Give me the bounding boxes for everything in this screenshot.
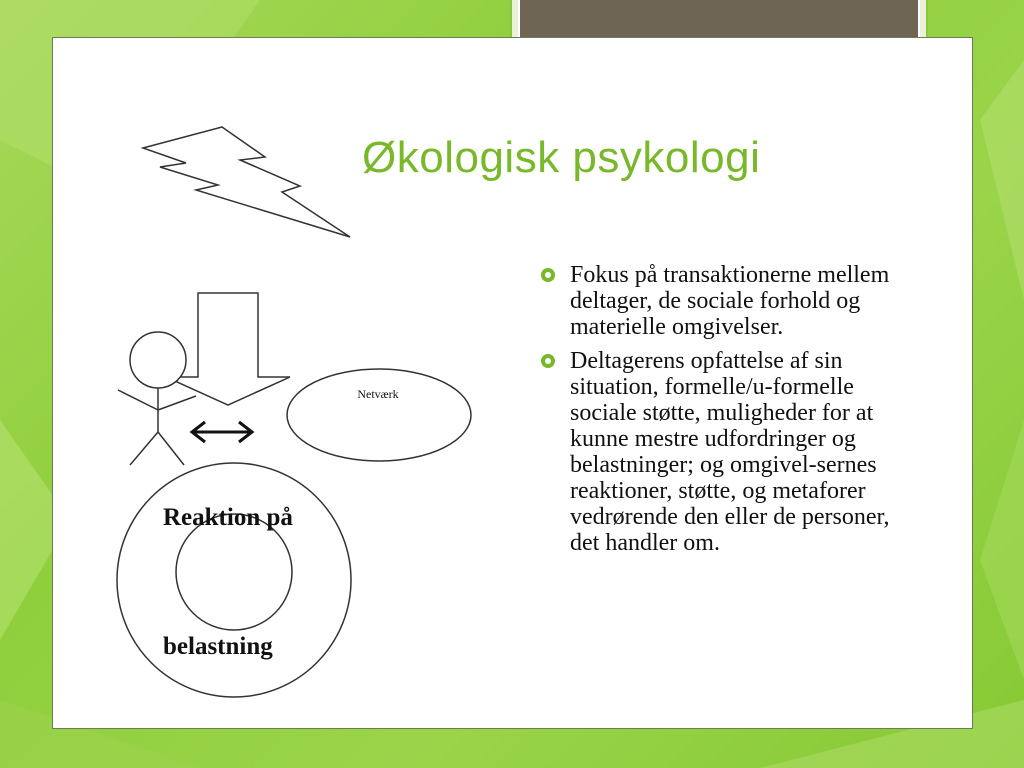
bullet-circle-icon [541, 354, 555, 368]
network-label: Netværk [357, 387, 399, 401]
circle-label-bottom: belastning [163, 633, 273, 660]
inner-circle [176, 514, 292, 630]
bullet-item [540, 262, 910, 340]
bullet-text: Deltagerens opfattelse af sin situation, formelle/u-formelle sociale støtte, muligheder for at kunne mestre udfordringer og belastninger; og omgivel-sernes reaktioner, støtte, og metaforer vedrørende den eller de personer, det handler om. [570, 348, 890, 556]
slide-title: Økologisk psykologi [362, 133, 761, 182]
bullet-circle-icon [541, 268, 555, 282]
down-arrow-icon [166, 293, 290, 405]
bullet-list [540, 262, 910, 564]
stick-figure-icon [118, 332, 196, 465]
network-ellipse [287, 369, 471, 461]
lightning-bolt-icon [143, 127, 350, 237]
circle-label-top: Reaktion på [163, 504, 293, 531]
bullet-text: Fokus på transaktionerne mellem deltager, de sociale forhold og materielle omgivelser. [570, 262, 890, 340]
bullet-item [540, 348, 910, 556]
double-arrow-icon [192, 422, 252, 442]
